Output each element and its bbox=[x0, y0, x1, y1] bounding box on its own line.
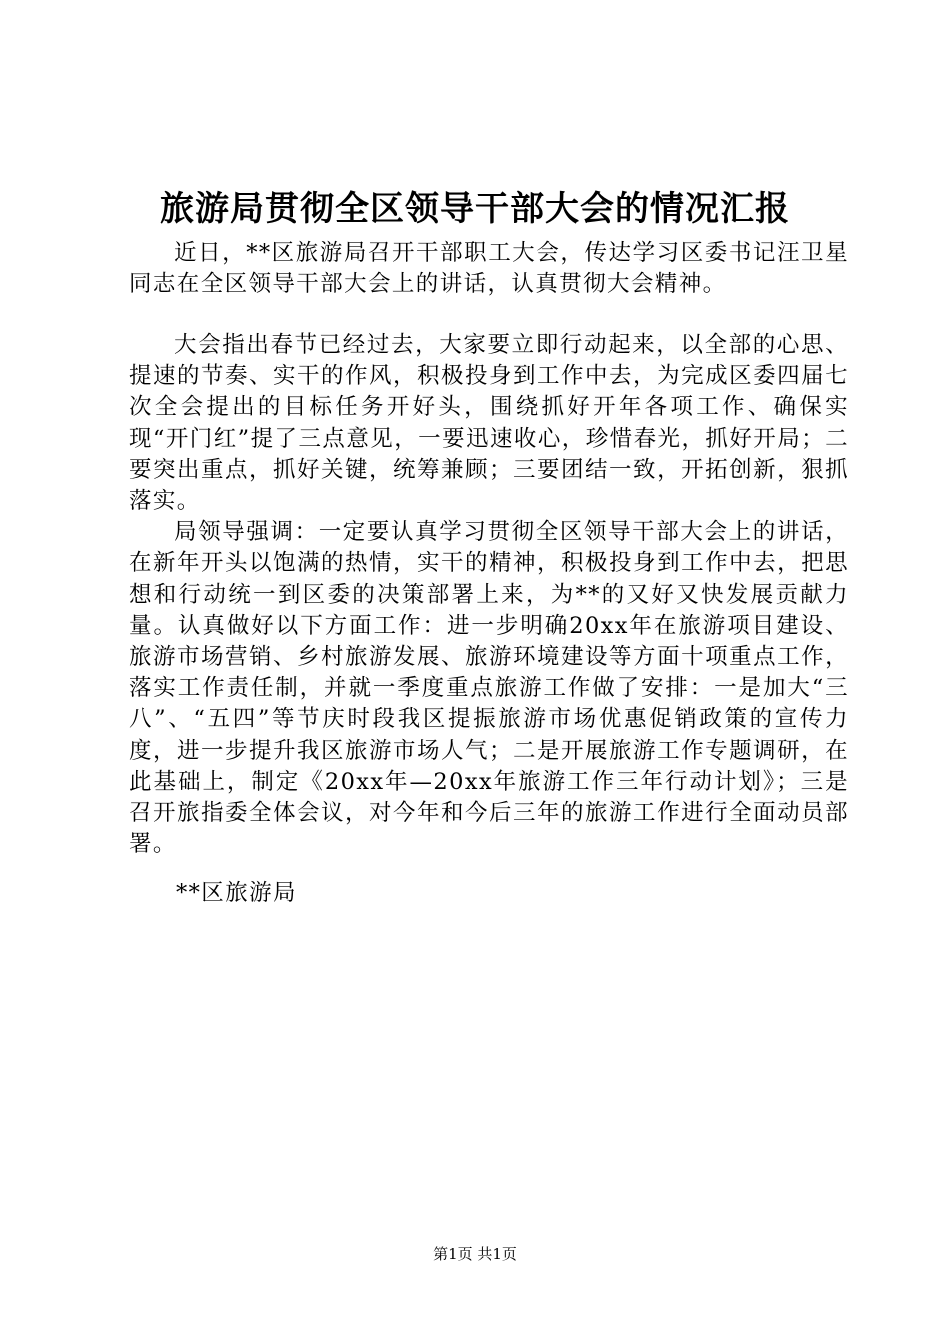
paragraph: 大会指出春节已经过去，大家要立即行动起来，以全部的心思、提速的节奏、实干的作风，积极投身到工作中去，为完成区委四届七次全会提出的目标任务开好头，围绕抓好开年各项工作、确保实现“开门红”提了三点意见，一要迅速收心，珍惜春光，抓好开局；二要突出重点，抓好关键，统筹兼顾；三要团结一致，开拓创新，狠抓落实。 bbox=[129, 332, 849, 515]
paragraph-block-1 bbox=[129, 238, 849, 300]
paragraph-block-2 bbox=[129, 330, 849, 860]
paragraph: 近日，**区旅游局召开干部职工大会，传达学习区委书记汪卫星同志在全区领导干部大会上的讲话，认真贯彻大会精神。 bbox=[129, 240, 849, 298]
paragraph: 局领导强调：一定要认真学习贯彻全区领导干部大会上的讲话，在新年开头以饱满的热情，实干的精神，积极投身到工作中去，把思想和行动统一到区委的决策部署上来，为**的又好又快发展贡献力量。认真做好以下方面工作：进一步明确20xx年在旅游项目建设、旅游市场营销、乡村旅游发展、旅游环境建设等方面十项重点工作，落实工作责任制，并就一季度重点旅游工作做了安排：一是加大“三八”、“五四”等节庆时段我区提振旅游市场优惠促销政策的宣传力度，进一步提升我区旅游市场人气；二是开展旅游工作专题调研，在此基础上，制定《20xx年—20xx年旅游工作三年行动计划》；三是召开旅指委全体会议，对今年和今后三年的旅游工作进行全面动员部署。 bbox=[129, 519, 849, 858]
page-footer: 第1页 共1页 bbox=[433, 1245, 517, 1263]
signature: **区旅游局 bbox=[176, 880, 297, 906]
document-title: 旅游局贯彻全区领导干部大会的情况汇报 bbox=[160, 189, 790, 229]
